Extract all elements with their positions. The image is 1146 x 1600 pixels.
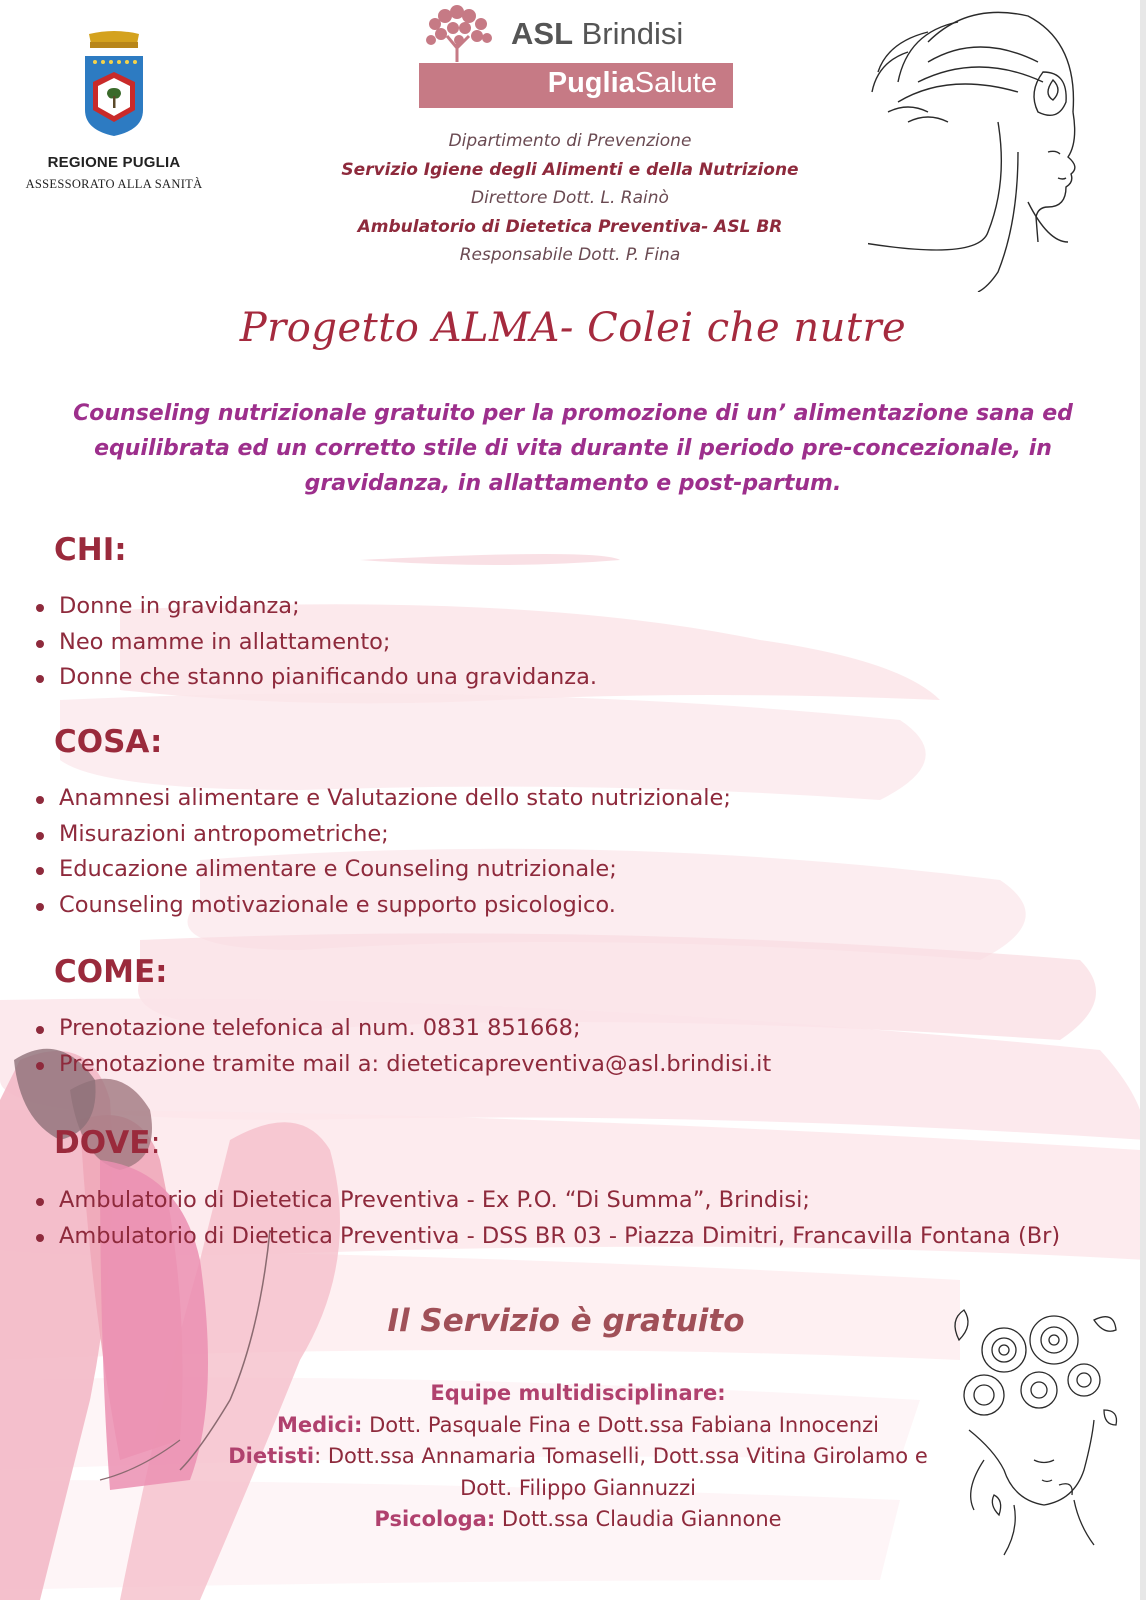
tree-icon bbox=[419, 4, 499, 64]
equipe-medici: Medici: Dott. Pasquale Fina e Dott.ssa Fabiana Innocenzi bbox=[276, 1412, 880, 1437]
page-edge bbox=[1140, 0, 1146, 1600]
list-item: Donne in gravidanza; bbox=[34, 589, 1114, 625]
list-item: Donne che stanno pianificando una gravidanza. bbox=[34, 660, 1114, 696]
section-cosa-heading: COSA: bbox=[54, 724, 163, 760]
section-dove-list bbox=[34, 1183, 1084, 1254]
puglia-salute-band bbox=[419, 63, 733, 108]
dept-line-1: Dipartimento di Prevenzione bbox=[448, 131, 692, 151]
list-item: Prenotazione telefonica al num. 0831 851668; bbox=[34, 1011, 1114, 1047]
dept-line-2: Servizio Igiene degli Alimenti e della Nutrizione bbox=[341, 159, 799, 180]
dept-line-3: Direttore Dott. L. Rainò bbox=[471, 188, 669, 208]
puglia-salute-text: PugliaSalute bbox=[547, 67, 717, 99]
equipe-dietisti: Dietisti: Dott.ssa Annamaria Tomaselli, Dott.ssa Vitina Girolamo e bbox=[228, 1444, 928, 1468]
section-come-heading: COME: bbox=[54, 954, 168, 990]
equipe-dietisti-cont: Dott. Filippo Giannuzzi bbox=[460, 1475, 696, 1500]
regione-subtitle: ASSESSORATO ALLA SANITÀ bbox=[25, 177, 203, 191]
regione-crest-icon bbox=[79, 30, 149, 138]
regione-name: REGIONE PUGLIA bbox=[47, 154, 181, 171]
list-item: Misurazioni antropometriche; bbox=[34, 817, 1114, 853]
section-dove-heading: DOVE: bbox=[54, 1125, 161, 1161]
woman-face-line-art bbox=[868, 2, 1088, 292]
section-chi-heading: CHI: bbox=[54, 532, 127, 568]
intro-text: Counseling nutrizionale gratuito per la promozione di un’ alimentazione sana ed equilibrata ed un corretto stile di vita durante il periodo pre-concezionale, in gravidanza, in allattamento e post-partum. bbox=[73, 401, 1073, 496]
list-item: Educazione alimentare e Counseling nutrizionale; bbox=[34, 852, 1114, 888]
list-item: Anamnesi alimentare e Valutazione dello stato nutrizionale; bbox=[34, 781, 1114, 817]
dept-line-4: Ambulatorio di Dietetica Preventiva- ASL BR bbox=[357, 216, 783, 237]
page-title: Progetto ALMA- Colei che nutre bbox=[239, 305, 907, 351]
section-come-list bbox=[34, 1011, 1114, 1082]
list-item: Ambulatorio di Dietetica Preventiva - Ex P.O. “Di Summa”, Brindisi; bbox=[34, 1183, 1084, 1219]
list-item: Counseling motivazionale e supporto psicologico. bbox=[34, 888, 1114, 924]
dept-line-5: Responsabile Dott. P. Fina bbox=[459, 245, 681, 265]
section-chi-list bbox=[34, 589, 1114, 696]
department-info bbox=[290, 127, 850, 270]
asl-name: ASL Brindisi bbox=[511, 16, 684, 51]
list-item: Ambulatorio di Dietetica Preventiva - DSS BR 03 - Piazza Dimitri, Francavilla Fontana (Br) bbox=[34, 1219, 1084, 1255]
floral-head-line-art bbox=[944, 1300, 1124, 1560]
list-item: Neo mamme in allattamento; bbox=[34, 625, 1114, 661]
list-item: Prenotazione tramite mail a: dieteticapreventiva@asl.brindisi.it bbox=[34, 1047, 1114, 1083]
regione-puglia-logo bbox=[14, 30, 214, 192]
equipe-heading: Equipe multidisciplinare: bbox=[430, 1381, 726, 1405]
section-cosa-list bbox=[34, 781, 1114, 923]
free-service-notice: Il Servizio è gratuito bbox=[387, 1303, 745, 1339]
equipe-psicologa: Psicologa: Dott.ssa Claudia Giannone bbox=[374, 1507, 782, 1531]
equipe-block bbox=[208, 1378, 948, 1536]
